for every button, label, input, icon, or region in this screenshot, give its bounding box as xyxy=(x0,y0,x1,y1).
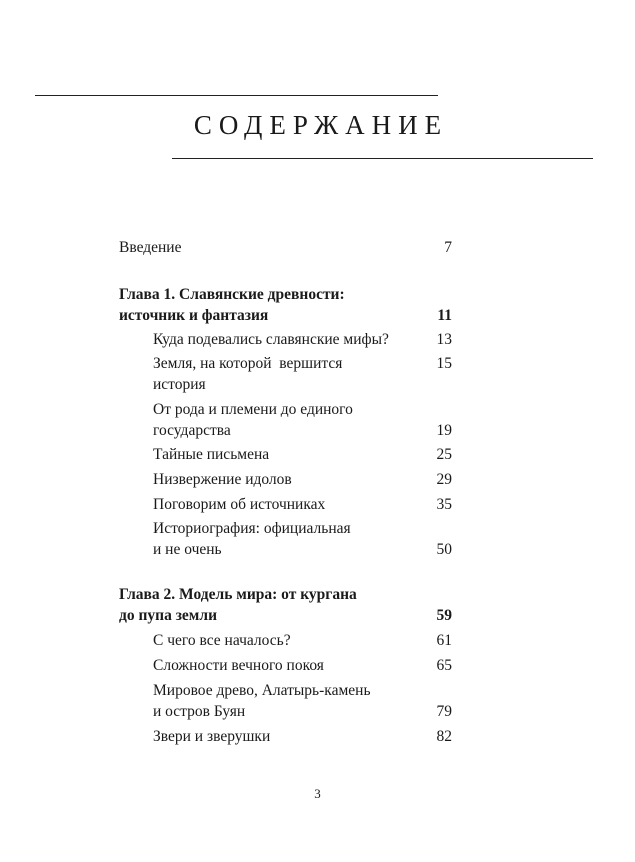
toc-page-number: 13 xyxy=(436,331,452,348)
toc-entry-title-line: источник и фантазия xyxy=(119,307,269,324)
toc-entry-chapter-1[interactable] xyxy=(119,284,345,326)
toc-entry-section[interactable] xyxy=(153,469,292,490)
toc-entry-title: С чего все началось? xyxy=(153,632,291,649)
toc-page-number: 11 xyxy=(437,307,452,324)
folio-page-number: 3 xyxy=(314,786,321,801)
toc-entry-title: Куда подевались славянские мифы? xyxy=(153,331,389,348)
toc-entry-section[interactable] xyxy=(153,630,291,651)
toc-entry-section[interactable] xyxy=(153,329,389,350)
toc-page-number: 50 xyxy=(436,541,452,558)
toc-page-number: 7 xyxy=(444,239,452,256)
toc-entry-title: Тайные письмена xyxy=(153,446,270,463)
toc-entry-title-line: государства xyxy=(153,422,231,439)
toc-page-number: 79 xyxy=(436,703,452,720)
toc-page-number: 25 xyxy=(436,446,452,463)
toc-entry-title-line: Мировое древо, Алатырь-камень xyxy=(153,682,371,699)
toc-entry-section[interactable] xyxy=(153,353,342,395)
toc-entry-title: Низвержение идолов xyxy=(153,471,292,488)
toc-entry-section[interactable] xyxy=(153,399,353,441)
toc-entry-section[interactable] xyxy=(153,444,269,465)
toc-entry-chapter-2[interactable] xyxy=(119,584,357,626)
toc-entry-section[interactable] xyxy=(153,726,270,747)
toc-page-number: 19 xyxy=(436,422,452,439)
toc-entry-title: Сложности вечного покоя xyxy=(153,657,324,674)
toc-entry-title-line: Глава 2. Модель мира: от кургана xyxy=(119,586,357,603)
toc-entry-title-line: Земля, на которой вершится xyxy=(153,355,343,372)
toc-page-number: 82 xyxy=(436,728,452,745)
toc-entry-title-line: Историография: официальная xyxy=(153,520,351,537)
page-title: СОДЕРЖАНИЕ xyxy=(193,110,449,140)
toc-page-number: 35 xyxy=(436,496,452,513)
toc-entry-title: Введение xyxy=(119,239,182,256)
toc-entry-introduction[interactable] xyxy=(119,237,181,258)
toc-entry-title-line: история xyxy=(153,376,206,393)
toc-entry-title-line: до пупа земли xyxy=(119,607,217,624)
toc-entry-title-line: и не очень xyxy=(153,541,222,558)
toc-page-number: 59 xyxy=(436,607,452,624)
toc-page-number: 29 xyxy=(436,471,452,488)
toc-entry-title-line: От рода и племени до единого xyxy=(153,401,353,418)
toc-page-number: 15 xyxy=(436,355,452,372)
toc-entry-title-line: Глава 1. Славянские древности: xyxy=(119,286,345,303)
toc-entry-section[interactable] xyxy=(153,655,324,676)
toc-entry-title: Поговорим об источниках xyxy=(153,496,326,513)
toc-entry-section[interactable] xyxy=(153,518,351,560)
toc-entry-title-line: и остров Буян xyxy=(153,703,246,720)
toc-entry-section[interactable] xyxy=(153,680,371,722)
toc-entry-title: Звери и зверушки xyxy=(153,728,271,745)
toc-entry-section[interactable] xyxy=(153,494,325,515)
toc-page-number: 61 xyxy=(436,632,452,649)
toc-page-number: 65 xyxy=(436,657,452,674)
